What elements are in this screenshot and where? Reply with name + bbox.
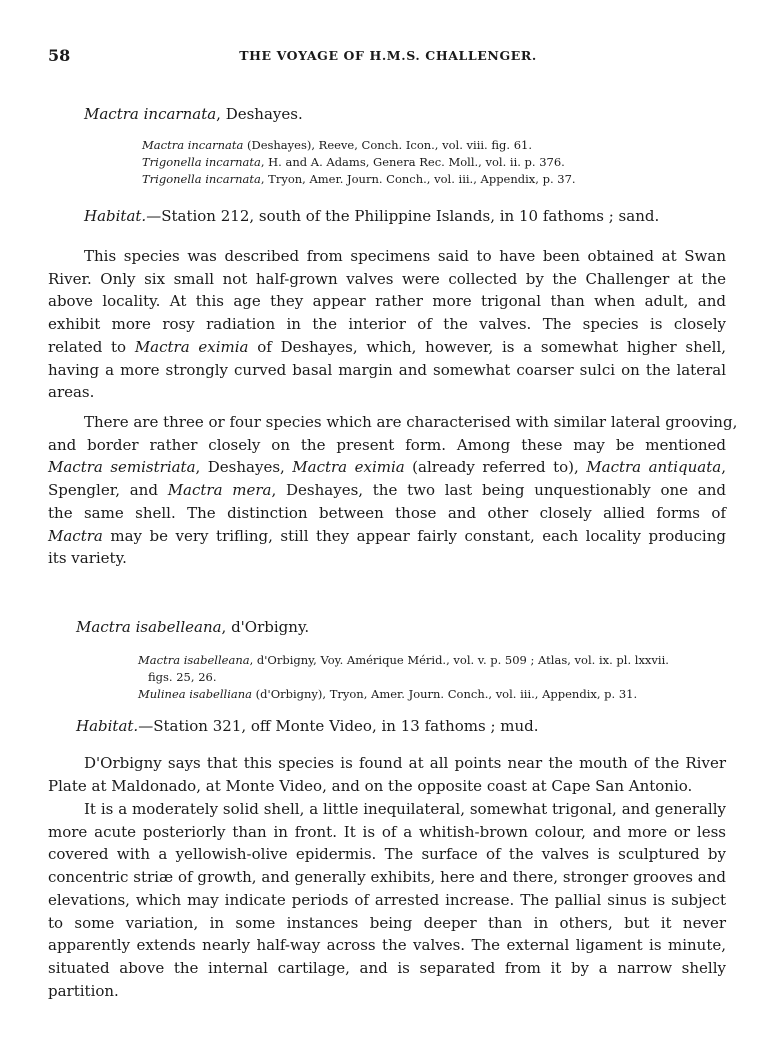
references-entry2 bbox=[138, 652, 669, 703]
text-line: and border rather closely on the present form. Among these may be mentioned bbox=[48, 435, 726, 454]
references-entry1 bbox=[142, 137, 576, 188]
text-line: more acute posteriorly than in front. It is of a whitish-brown colour, and more or less bbox=[48, 822, 726, 841]
species-name: Mactra incarnata bbox=[84, 105, 217, 123]
text-line: River. Only six small not half-grown valves were collected by the Challenger at the bbox=[48, 269, 726, 288]
text-line: Mactra may be very trifling, still they appear fairly constant, each locality producing bbox=[48, 526, 726, 545]
paragraph-entry1-1 bbox=[48, 245, 726, 404]
species-heading-mactra-isabelleana bbox=[76, 618, 309, 636]
reference-line: Mactra incarnata (Deshayes), Reeve, Conch. Icon., vol. viii. fig. 61. bbox=[142, 138, 532, 152]
reference-line: figs. 25, 26. bbox=[148, 670, 217, 684]
text-line: apparently extends nearly half-way across the valves. The external ligament is minute, bbox=[48, 936, 726, 955]
text-line: having a more strongly curved basal margin and somewhat coarser sulci on the lateral bbox=[48, 360, 726, 379]
text-line: Spengler, and Mactra mera, Deshayes, the two last being unquestionably one and bbox=[48, 481, 726, 500]
text-line: D'Orbigny says that this species is found at all points near the mouth of the River bbox=[84, 754, 726, 772]
text-line: covered with a yellowish-olive epidermis. The surface of the valves is sculptured by bbox=[48, 845, 726, 864]
running-title: THE VOYAGE OF H.M.S. CHALLENGER. bbox=[239, 48, 537, 63]
habitat-label: Habitat. bbox=[84, 207, 147, 225]
text-line: situated above the internal cartilage, and is separated from it by a narrow shelly bbox=[48, 958, 726, 977]
text-line: Mactra semistriata, Deshayes, Mactra eximia (already referred to), Mactra antiquata, bbox=[48, 458, 726, 477]
species-author: , Deshayes. bbox=[216, 105, 303, 123]
species-name: Mactra isabelleana bbox=[76, 618, 222, 636]
text-line: exhibit more rosy radiation in the interior of the valves. The species is closely bbox=[48, 315, 726, 334]
text-line: This species was described from specimens said to have been obtained at Swan bbox=[84, 247, 726, 265]
text-line: the same shell. The distinction between those and other closely allied forms of bbox=[48, 503, 726, 522]
habitat-entry1 bbox=[84, 207, 659, 225]
reference-line: Mactra isabelleana, d'Orbigny, Voy. Amérique Mérid., vol. v. p. 509 ; Atlas, vol. ix. pl. lxxvii. bbox=[138, 653, 669, 667]
habitat-text: —Station 212, south of the Philippine Islands, in 10 fathoms ; sand. bbox=[146, 207, 660, 225]
text-line: its variety. bbox=[48, 549, 127, 568]
paragraph-entry2-1 bbox=[48, 752, 726, 797]
text-line: related to Mactra eximia of Deshayes, which, however, is a somewhat higher shell, bbox=[48, 337, 727, 356]
species-heading-mactra-incarnata bbox=[84, 105, 303, 123]
paragraph-entry2-2 bbox=[48, 798, 726, 1002]
text-line: areas. bbox=[48, 383, 95, 402]
text-line: Plate at Maldonado, at Monte Video, and on the opposite coast at Cape San Antonio. bbox=[48, 776, 693, 795]
page-number: 58 bbox=[48, 46, 71, 65]
species-author: , d'Orbigny. bbox=[221, 618, 310, 636]
habitat-entry2 bbox=[76, 717, 539, 735]
habitat-label: Habitat. bbox=[76, 717, 139, 735]
reference-line: Trigonella incarnata, H. and A. Adams, Genera Rec. Moll., vol. ii. p. 376. bbox=[142, 155, 565, 169]
text-line: It is a moderately solid shell, a little inequilateral, somewhat trigonal, and generally bbox=[84, 800, 726, 818]
running-head bbox=[48, 46, 728, 68]
text-line: concentric striæ of growth, and generally exhibits, here and there, stronger grooves and bbox=[48, 868, 726, 887]
text-line: partition. bbox=[48, 981, 119, 1000]
text-line: to some variation, in some instances being deeper than in others, but it never bbox=[48, 913, 726, 932]
text-line: above locality. At this age they appear rather more trigonal than when adult, and bbox=[48, 292, 726, 311]
habitat-text: —Station 321, off Monte Video, in 13 fathoms ; mud. bbox=[138, 717, 539, 735]
reference-line: Mulinea isabelliana (d'Orbigny), Tryon, Amer. Journ. Conch., vol. iii., Appendix, p. 31. bbox=[138, 687, 638, 701]
text-line: elevations, which may indicate periods of arrested increase. The pallial sinus is subject bbox=[48, 890, 726, 909]
text-line: There are three or four species which are characterised with similar lateral grooving, bbox=[84, 413, 738, 431]
reference-line: Trigonella incarnata, Tryon, Amer. Journ. Conch., vol. iii., Appendix, p. 37. bbox=[142, 172, 576, 186]
paragraph-entry1-2 bbox=[48, 411, 738, 570]
